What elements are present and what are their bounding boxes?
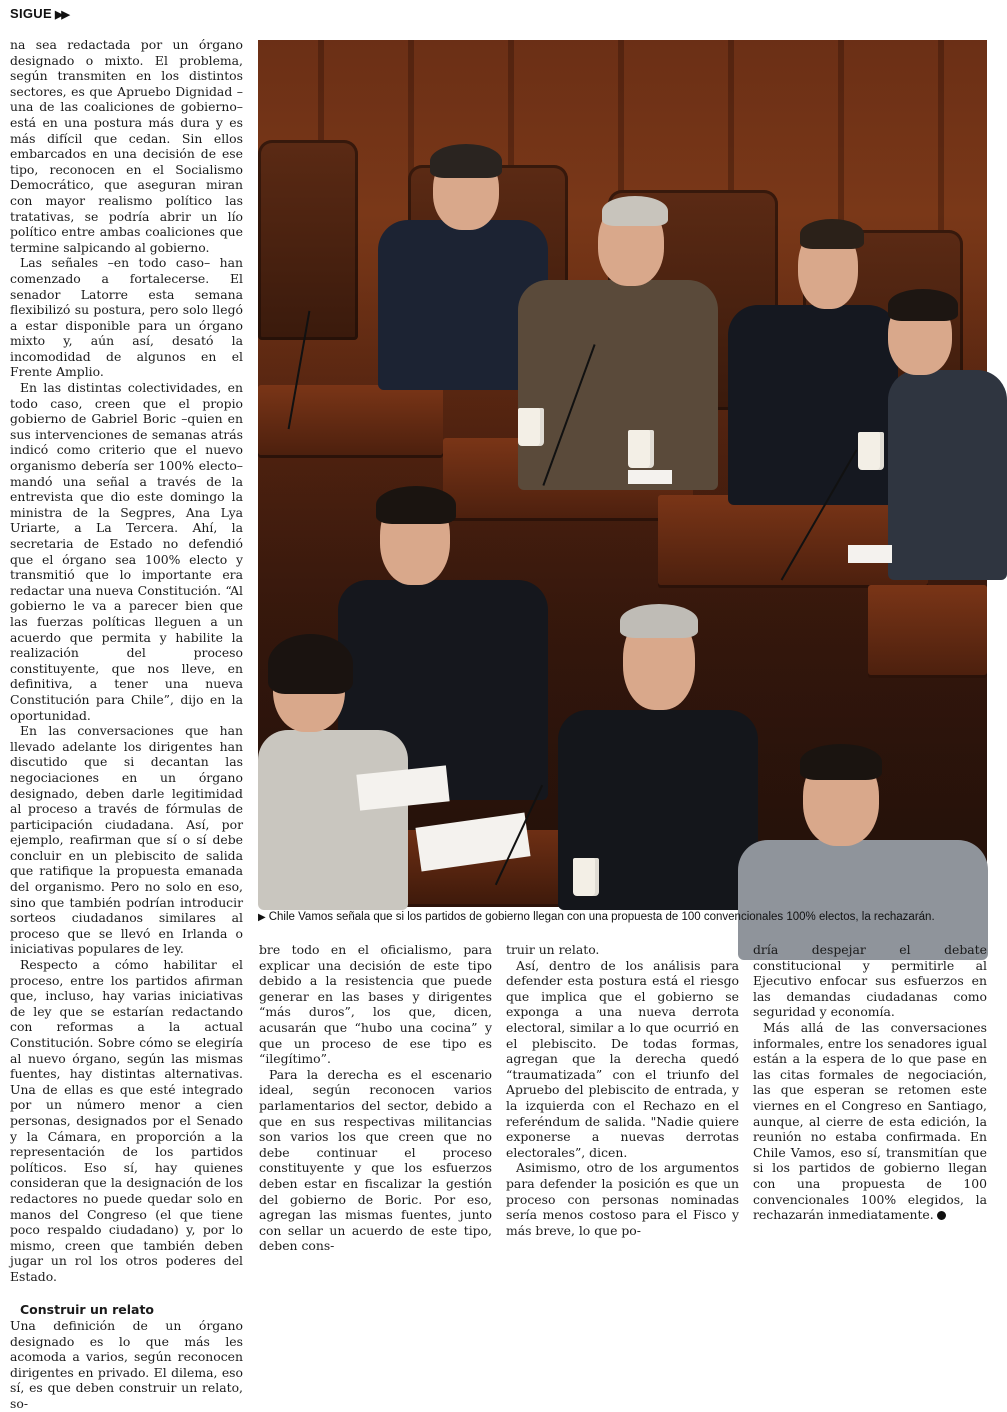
paragraph-final [753, 1020, 987, 1223]
caption-text: Chile Vamos señala que si los partidos de gobierno llegan con una propuesta de 100 convencionales 100% electos, la rechazarán. [268, 911, 935, 923]
paragraph: na sea redactada por un órgano designado o mixto. El problema, según transmiten en los distintos sectores, es que Apruebo Dignidad –una de las coaliciones de gobierno– está en una postura más dura y es más difícil que cedan. Sin ellos embarcados en una decisión de ese tipo, reconocen en el Socialismo Democrático, que aseguran miran con mayor realismo político las tratativas, se podría abrir un lío político entre ambas coaliciones que termine salpicando al gobierno. [10, 37, 243, 255]
paragraph: Asimismo, otro de los argumentos para defender la posición es que un proceso con personas nominadas sería menos costoso para el Fisco y más breve, lo que po- [506, 1160, 739, 1238]
continue-marker [10, 6, 68, 21]
section-subhead: Construir un relato [20, 1301, 155, 1317]
paragraph: dría despejar el debate constitucional y permitirle al Ejecutivo enfocar sus esfuerzos en las demandas ciudadanas como seguridad y economía. [753, 942, 987, 1020]
paragraph: Así, dentro de los análisis para defender esta postura está el riesgo que implica que el gobierno se exponga a una nueva derrota electoral, similar a lo que ocurrió en el plebiscito. De todas formas, agregan que la derecha quedó “traumatizada” con el triunfo del Apruebo del plebiscito de entrada, y la izquierda con el Rechazo en el referéndum de salida. "Nadie quiere exponerse a nuevas derrotas electorales”, dicen. [506, 957, 739, 1160]
paragraph: Las señales –en todo caso– han comenzado a fortalecerse. El senador Latorre esta semana flexibilizó su postura, pero solo llegó a estar disponible para un órgano mixto y, aún así, desató la incomodidad de algunos en el Frente Amplio. [10, 255, 243, 380]
paragraph: En las distintas colectividades, en todo caso, creen que el propio gobierno de Gabriel Boric –quien en sus intervenciones de semanas atrás indicó como criterio que el nuevo organismo debería ser 100% electo– mandó una señal a través de la entrevista que dio este domingo la ministra de la Segpres, Ana Lya Uriarte, a La Tercera. Ahí, la secretaria de Estado no defendió que el órgano sea 100% electo y transmitió que lo importante era redactar una nueva Constitución. “Al gobierno le va a parecer bien que las fuerzas políticas lleguen a un acuerdo que permita y habilite la realización del proceso constituyente, que nos lleve, en definitiva, a tener una nueva Constitución para Chile”, dijo en la oportunidad. [10, 380, 243, 723]
article-column-4 [753, 942, 987, 1223]
paragraph: bre todo en el oficialismo, para explicar una decisión de este tipo debido a la resistencia que puede generar en las bases y dirigentes “más duros”, los que, dicen, acusarán que “hubo una cocina” y que un proceso de ese tipo es “ilegítimo”. [259, 942, 492, 1067]
end-of-article-icon [937, 1211, 946, 1220]
article-column-1 [10, 37, 243, 1412]
paragraph: Una definición de un órgano designado es lo que más les acomoda a varios, según reconocen dirigentes en privado. El dilema, eso sí, es que deben construir un relato, so- [10, 1318, 243, 1412]
paragraph-text: Más allá de las conversaciones informales, entre los senadores igual están a la espera de lo que pase en las citas formales de negociación, las que esperan se retomen este viernes en el Congreso en Santiago, aunque, al cierre de esta edición, la reunión no estaba confirmada. En Chile Vamos, eso sí, transmitían que si los partidos de gobierno llegan con una propuesta de 100 convencionales 100% elegidos, la rechazarán inmediatamente. [753, 1019, 987, 1223]
paragraph: truir un relato. [506, 942, 600, 957]
paragraph: En las conversaciones que han llevado adelante los dirigentes han discutido que si decantan las negociaciones en un órgano designado, deben darle legitimidad al proceso a través de fórmulas de participación ciudadana. Así, por ejemplo, reafirman que sí o sí debe concluir en un plebiscito de salida que ratifique la propuesta emanada del organismo. Pero no solo en eso, sino que también podrían introducir sorteos ciudadanos similares al proceso que se llevó en Irlanda o iniciativas populares de ley. [10, 723, 243, 957]
caption-marker: ▶ [258, 912, 266, 923]
photo-caption [258, 910, 987, 925]
continue-label: SIGUE [10, 6, 52, 21]
article-photo [258, 40, 987, 904]
article-column-3 [506, 942, 739, 1238]
continue-arrows: ▶▶ [54, 9, 68, 21]
paragraph: Para la derecha es el escenario ideal, según reconocen varios parlamentarios del sector, debido a que en sus respectivas militancias son varios los que creen que no debe continuar el proceso constituyente y que los esfuerzos deben estar en fiscalizar la gestión del gobierno de Boric. Por eso, agregan las mismas fuentes, junto con sellar un acuerdo de este tipo, deben cons- [259, 1066, 492, 1254]
paragraph: Respecto a cómo habilitar el proceso, entre los partidos afirman que, incluso, hay varias iniciativas de ley que se estarían redactando con reformas a la actual Constitución. Sobre cómo se elegiría al nuevo órgano, según las mismas fuentes, hay distintas alternativas. Una de ellas es que esté integrado por un número menor a cien personas, designados por el Senado y la Cámara, en proporción a la representación de los partidos políticos. Eso sí, hay quienes consideran que la designación de los redactores no puede quedar solo en manos del Congreso (el que tiene poco respaldo ciudadano) y, por lo mismo, creen que también deben jugar un rol los otros poderes del Estado. [10, 957, 243, 1284]
article-column-2 [259, 942, 492, 1254]
